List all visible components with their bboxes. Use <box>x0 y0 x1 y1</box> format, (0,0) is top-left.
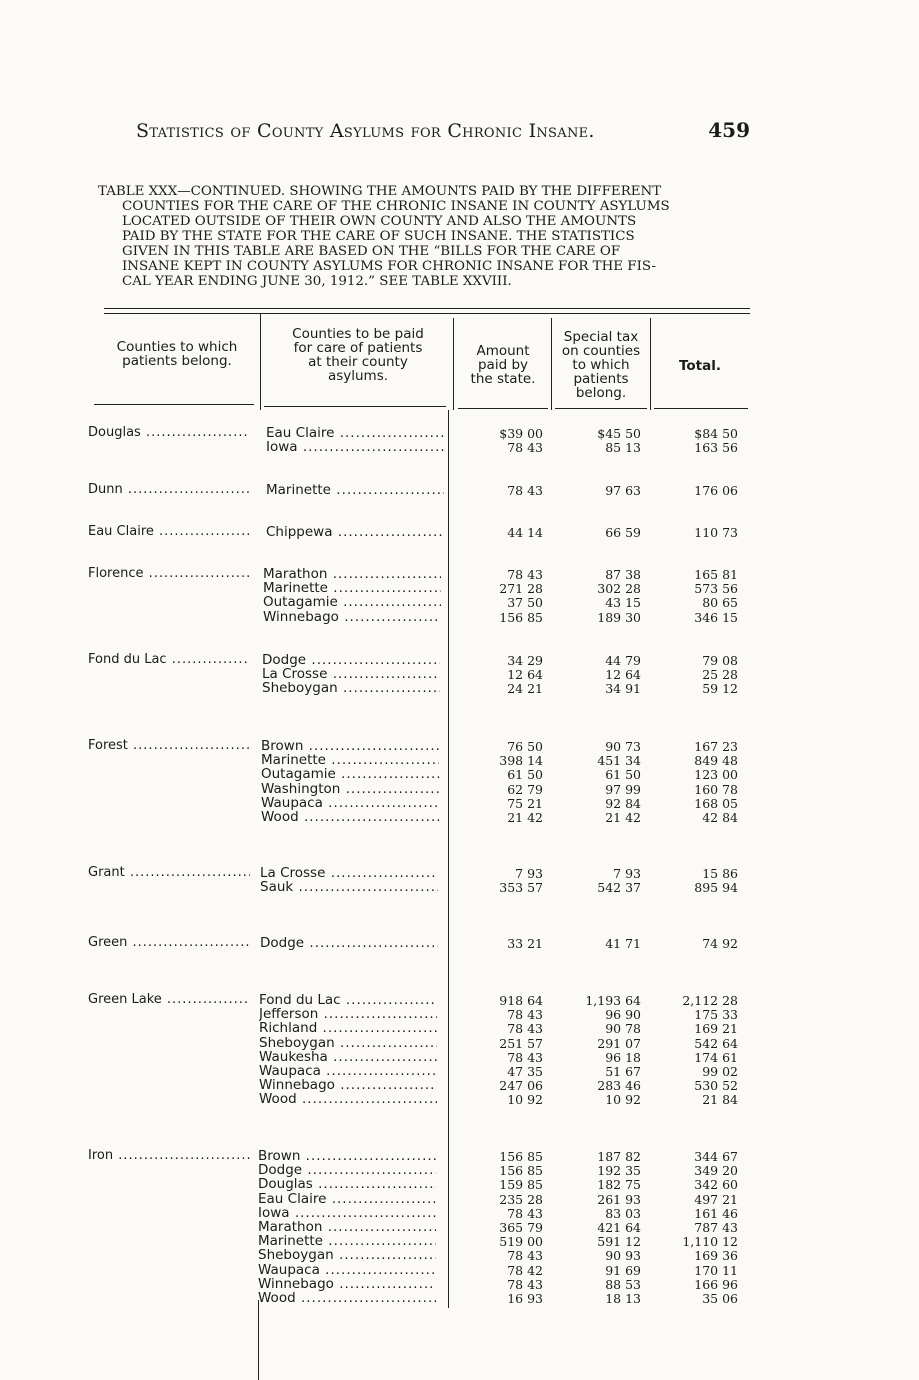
special-tax-cell: 90 78 <box>605 1021 641 1037</box>
amount-state-cell: 159 85 <box>499 1177 543 1193</box>
special-tax-cell: 12 64 <box>605 667 641 683</box>
asylum-county-cell: Waukesha ..... <box>259 1050 437 1064</box>
total-cell: 170 11 <box>694 1262 738 1278</box>
total-cell: 25 28 <box>702 667 738 683</box>
special-tax-cell: 291 07 <box>597 1035 641 1051</box>
total-cell: 346 15 <box>694 609 738 625</box>
asylum-county-cell: Brown ..... <box>258 1149 436 1163</box>
total-cell: 1,110 12 <box>682 1234 738 1250</box>
amount-state-cell: 61 50 <box>507 767 543 783</box>
amount-state-cell: 251 57 <box>499 1035 543 1051</box>
amount-state-cell: 156 85 <box>499 1149 543 1164</box>
special-tax-cell: 192 35 <box>597 1163 641 1179</box>
total-cell: 74 92 <box>702 936 738 951</box>
special-tax-cell: 421 64 <box>597 1220 641 1235</box>
amount-state-cell: 235 28 <box>499 1191 543 1207</box>
asylum-county-cell: Iowa ..... <box>266 440 444 454</box>
special-tax-cell: 83 03 <box>605 1205 641 1221</box>
special-tax-cell: 61 50 <box>605 767 641 783</box>
asylum-county-cell: Sheboygan ..... <box>259 1036 437 1050</box>
total-cell: 849 48 <box>694 753 738 769</box>
asylum-county-cell: Dodge ..... <box>260 936 438 950</box>
amount-state-cell: 34 29 <box>507 653 543 668</box>
total-cell: 59 12 <box>702 681 738 697</box>
special-tax-cell: 41 71 <box>605 936 641 951</box>
asylum-county-cell: Washington ..... <box>261 782 439 796</box>
asylum-county-cell: Outagamie ..... <box>261 767 439 781</box>
column-divider <box>260 314 261 410</box>
amount-state-cell: 16 93 <box>507 1291 543 1306</box>
total-cell: 160 78 <box>694 781 738 797</box>
special-tax-cell: 542 37 <box>597 880 641 896</box>
amount-state-cell: 78 43 <box>507 1021 543 1037</box>
header-underline <box>654 408 748 409</box>
amount-state-cell: 353 57 <box>499 880 543 896</box>
asylum-county-cell: Winnebago ..... <box>263 610 441 624</box>
amount-state-cell: 78 43 <box>507 1205 543 1221</box>
asylum-county-cell: Sheboygan ..... <box>262 681 440 695</box>
column-divider <box>650 318 651 410</box>
total-cell: 168 05 <box>694 795 738 811</box>
asylum-county-cell: Douglas ..... <box>258 1177 436 1191</box>
total-cell: 573 56 <box>694 581 738 597</box>
special-tax-cell: 43 15 <box>605 595 641 611</box>
caption-line: PAID BY THE STATE FOR THE CARE OF SUCH INSANE. THE STATISTICS <box>122 229 635 244</box>
county-label: Forest ..... <box>88 738 250 753</box>
special-tax-cell: 7 93 <box>613 866 641 881</box>
amount-state-cell: 78 43 <box>507 1276 543 1292</box>
special-tax-cell: 451 34 <box>597 753 641 769</box>
amount-state-cell: 78 43 <box>507 1248 543 1264</box>
amount-state-cell: 7 93 <box>515 866 543 881</box>
total-cell: 2,112 28 <box>682 993 738 1008</box>
column-header-county: Counties to which patients belong. <box>116 339 238 369</box>
special-tax-cell: 91 69 <box>605 1262 641 1278</box>
asylum-county-cell: Jefferson ..... <box>259 1007 437 1021</box>
amount-state-cell: 247 06 <box>499 1078 543 1094</box>
asylum-county-cell: Marinette ..... <box>258 1234 436 1248</box>
total-cell: 15 86 <box>702 866 738 881</box>
amount-state-cell: 271 28 <box>499 581 543 597</box>
special-tax-cell: 66 59 <box>605 525 641 540</box>
column-header-state: Amount paid by the state. <box>470 343 536 387</box>
total-cell: 163 56 <box>694 440 738 456</box>
asylum-county-cell: Iowa ..... <box>258 1206 436 1220</box>
table-caption <box>98 184 750 289</box>
county-label: Dunn ..... <box>88 482 250 497</box>
total-cell: 110 73 <box>694 525 738 540</box>
amount-state-cell: 365 79 <box>499 1220 543 1235</box>
total-cell: 530 52 <box>694 1078 738 1094</box>
asylum-county-cell: Winnebago ..... <box>259 1078 437 1092</box>
table-top-rule <box>104 308 750 309</box>
special-tax-cell: 283 46 <box>597 1078 641 1094</box>
header-underline <box>458 408 548 409</box>
total-cell: 497 21 <box>694 1191 738 1207</box>
asylum-county-cell: Eau Claire ..... <box>258 1192 436 1206</box>
amount-state-cell: 918 64 <box>499 993 543 1008</box>
table-top-rule-inner <box>104 313 750 314</box>
asylum-county-cell: La Crosse ..... <box>262 667 440 681</box>
county-label: Iron ..... <box>88 1148 250 1163</box>
special-tax-cell: 88 53 <box>605 1276 641 1292</box>
total-cell: 42 84 <box>702 810 738 825</box>
special-tax-cell: 302 28 <box>597 581 641 597</box>
caption-line: COUNTIES FOR THE CARE OF THE CHRONIC INSANE IN COUNTY ASYLUMS <box>122 199 670 214</box>
county-label: Douglas ..... <box>88 425 250 440</box>
running-title: Statistics of County Asylums for Chronic Insane. <box>136 120 595 142</box>
column-header-asylum: Counties to be paid for care of patients at their county asylums. <box>292 326 424 384</box>
special-tax-cell: 44 79 <box>605 653 641 668</box>
asylum-county-cell: Sheboygan ..... <box>258 1248 436 1262</box>
asylum-county-cell: Waupaca ..... <box>258 1263 436 1277</box>
special-tax-cell: 97 99 <box>605 781 641 797</box>
asylum-county-cell: Fond du Lac ..... <box>259 993 437 1007</box>
special-tax-cell: 96 18 <box>605 1049 641 1065</box>
special-tax-cell: 10 92 <box>605 1092 641 1108</box>
special-tax-cell: 51 67 <box>605 1064 641 1079</box>
asylum-county-cell: La Crosse ..... <box>260 866 438 880</box>
header-underline <box>264 406 446 407</box>
special-tax-cell: 85 13 <box>605 440 641 456</box>
asylum-county-cell: Wood ..... <box>259 1092 437 1106</box>
asylum-county-cell: Marinette ..... <box>263 581 441 595</box>
special-tax-cell: 87 38 <box>605 567 641 582</box>
total-cell: 166 96 <box>694 1276 738 1292</box>
asylum-county-cell: Eau Claire ..... <box>266 426 444 440</box>
asylum-county-cell: Waupaca ..... <box>259 1064 437 1078</box>
asylum-county-cell: Marinette ..... <box>266 483 444 497</box>
asylum-county-cell: Wood ..... <box>258 1291 436 1305</box>
special-tax-cell: 21 42 <box>605 810 641 825</box>
amount-state-cell: $39 00 <box>499 426 543 441</box>
asylum-county-cell: Winnebago ..... <box>258 1277 436 1291</box>
special-tax-cell: 92 84 <box>605 795 641 811</box>
amount-state-cell: 78 42 <box>507 1262 543 1278</box>
amount-state-cell: 156 85 <box>499 1163 543 1179</box>
county-label: Green Lake ..... <box>88 992 250 1007</box>
total-cell: 80 65 <box>702 595 738 611</box>
amount-state-cell: 398 14 <box>499 753 543 769</box>
amount-state-cell: 75 21 <box>507 795 543 811</box>
caption-line: CAL YEAR ENDING JUNE 30, 1912.” SEE TABLE XXVIII. <box>122 274 512 289</box>
special-tax-cell: 261 93 <box>597 1191 641 1207</box>
total-cell: 99 02 <box>702 1064 738 1079</box>
special-tax-cell: 1,193 64 <box>585 993 641 1008</box>
amount-state-cell: 78 43 <box>507 1007 543 1023</box>
county-label: Green ..... <box>88 935 250 950</box>
asylum-county-cell: Richland ..... <box>259 1021 437 1035</box>
running-head <box>136 118 750 142</box>
asylum-county-cell: Dodge ..... <box>258 1163 436 1177</box>
county-label: Fond du Lac ..... <box>88 652 250 667</box>
column-header-total: Total. <box>678 358 721 374</box>
special-tax-cell: 591 12 <box>597 1234 641 1250</box>
total-cell: 175 33 <box>694 1007 738 1023</box>
amount-state-cell: 62 79 <box>507 781 543 797</box>
amount-state-cell: 44 14 <box>507 525 543 540</box>
total-cell: 79 08 <box>702 653 738 668</box>
total-cell: 161 46 <box>694 1205 738 1221</box>
column-divider <box>551 318 552 410</box>
asylum-county-cell: Outagamie ..... <box>263 595 441 609</box>
asylum-county-cell: Sauk ..... <box>260 880 438 894</box>
amount-state-cell: 21 42 <box>507 810 543 825</box>
header-underline <box>94 404 254 405</box>
special-tax-cell: 34 91 <box>605 681 641 697</box>
special-tax-cell: $45 50 <box>597 426 641 441</box>
special-tax-cell: 182 75 <box>597 1177 641 1193</box>
amount-state-cell: 24 21 <box>507 681 543 697</box>
special-tax-cell: 90 73 <box>605 739 641 754</box>
total-cell: 169 36 <box>694 1248 738 1264</box>
column-divider <box>258 1300 259 1380</box>
amount-state-cell: 76 50 <box>507 739 543 754</box>
amount-state-cell: 10 92 <box>507 1092 543 1108</box>
amount-state-cell: 78 43 <box>507 1049 543 1065</box>
total-cell: 174 61 <box>694 1049 738 1065</box>
column-divider <box>453 318 454 410</box>
amount-state-cell: 519 00 <box>499 1234 543 1250</box>
total-cell: 123 00 <box>694 767 738 783</box>
total-cell: 787 43 <box>694 1220 738 1235</box>
caption-line: GIVEN IN THIS TABLE ARE BASED ON THE “BILLS FOR THE CARE OF <box>122 244 621 259</box>
caption-line: LOCATED OUTSIDE OF THEIR OWN COUNTY AND ALSO THE AMOUNTS <box>122 214 637 229</box>
total-cell: 895 94 <box>694 880 738 896</box>
total-cell: 21 84 <box>702 1092 738 1108</box>
special-tax-cell: 187 82 <box>597 1149 641 1164</box>
amount-state-cell: 47 35 <box>507 1064 543 1079</box>
asylum-county-cell: Waupaca ..... <box>261 796 439 810</box>
amount-state-cell: 156 85 <box>499 609 543 625</box>
total-cell: $84 50 <box>694 426 738 441</box>
special-tax-cell: 90 93 <box>605 1248 641 1264</box>
amount-state-cell: 37 50 <box>507 595 543 611</box>
county-label: Florence ..... <box>88 566 250 581</box>
asylum-county-cell: Wood ..... <box>261 810 439 824</box>
amount-state-cell: 33 21 <box>507 936 543 951</box>
total-cell: 165 81 <box>694 567 738 582</box>
special-tax-cell: 18 13 <box>605 1291 641 1306</box>
column-header-tax: Special tax on counties to which patients belong. <box>561 329 641 401</box>
header-underline <box>555 408 647 409</box>
page-number: 459 <box>708 118 750 142</box>
total-cell: 176 06 <box>694 483 738 498</box>
total-cell: 169 21 <box>694 1021 738 1037</box>
county-label: Eau Claire ..... <box>88 524 250 539</box>
asylum-county-cell: Brown ..... <box>261 739 439 753</box>
special-tax-cell: 96 90 <box>605 1007 641 1023</box>
amount-state-cell: 78 43 <box>507 440 543 456</box>
county-label: Grant ..... <box>88 865 250 880</box>
caption-line: TABLE XXX—CONTINUED. SHOWING THE AMOUNTS PAID BY THE DIFFERENT <box>98 184 662 199</box>
total-cell: 167 23 <box>694 739 738 754</box>
special-tax-cell: 97 63 <box>605 483 641 498</box>
special-tax-cell: 189 30 <box>597 609 641 625</box>
total-cell: 349 20 <box>694 1163 738 1179</box>
asylum-county-cell: Marinette ..... <box>261 753 439 767</box>
total-cell: 342 60 <box>694 1177 738 1193</box>
total-cell: 344 67 <box>694 1149 738 1164</box>
asylum-county-cell: Marathon ..... <box>258 1220 436 1234</box>
asylum-county-cell: Marathon ..... <box>263 567 441 581</box>
amount-state-cell: 78 43 <box>507 483 543 498</box>
asylum-county-cell: Chippewa ..... <box>266 525 444 539</box>
caption-line: INSANE KEPT IN COUNTY ASYLUMS FOR CHRONIC INSANE FOR THE FIS- <box>122 259 657 274</box>
amount-state-cell: 78 43 <box>507 567 543 582</box>
total-cell: 542 64 <box>694 1035 738 1051</box>
asylum-county-cell: Dodge ..... <box>262 653 440 667</box>
total-cell: 35 06 <box>702 1291 738 1306</box>
amount-state-cell: 12 64 <box>507 667 543 683</box>
